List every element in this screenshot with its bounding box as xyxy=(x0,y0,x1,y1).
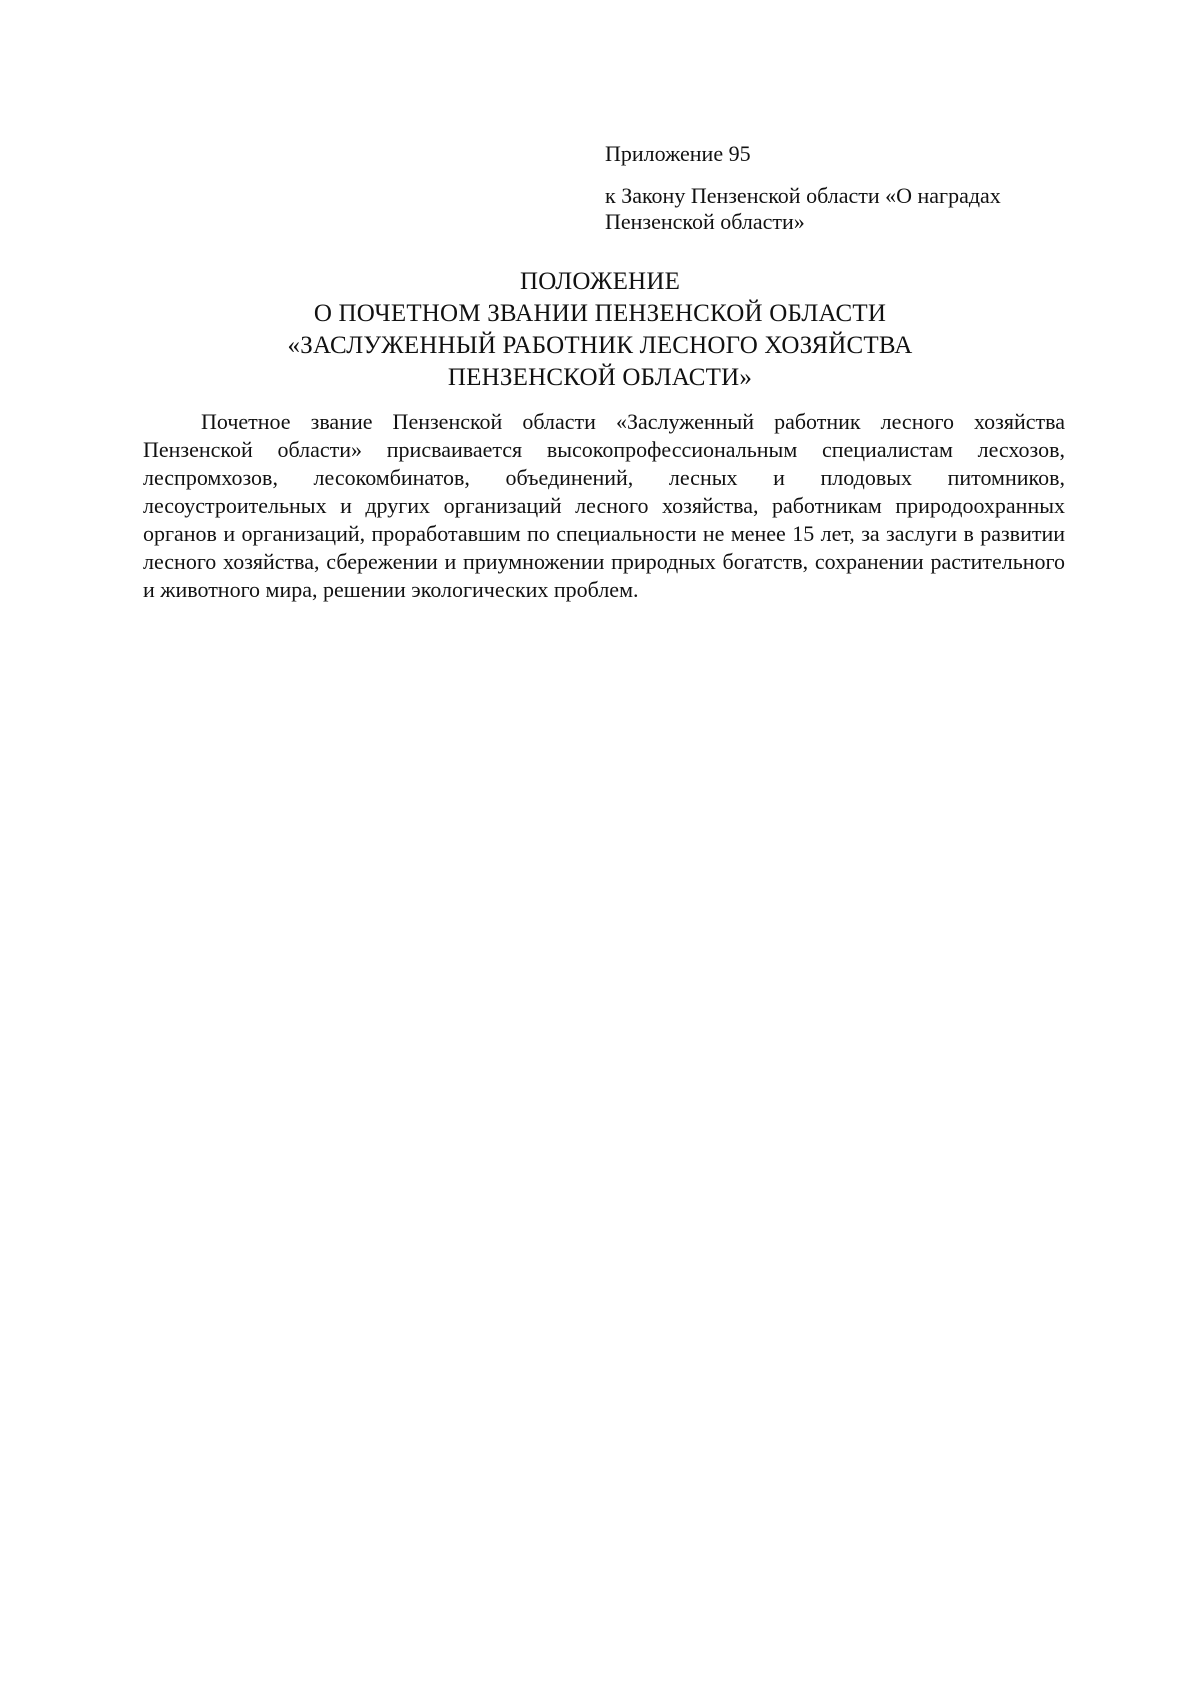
title-line-1: ПОЛОЖЕНИЕ xyxy=(519,268,681,295)
title-line-3: «ЗАСЛУЖЕННЫЙ РАБОТНИК ЛЕСНОГО ХОЗЯЙСТВА xyxy=(287,332,913,359)
document-title xyxy=(100,266,1100,394)
appendix-law-reference: к Закону Пензенской области «О наградах Пензенской области» xyxy=(605,183,1001,234)
appendix-header xyxy=(605,141,1075,235)
body-paragraph: Почетное звание Пензенской области «Заслуженный работник лесного хозяйства Пензенской области» присваивается высокопрофессиональным специалистам лесхозов, леспромхозов, лесокомбинатов, объединений, лесных и плодовых питомников, лесоустроительных и других организаций лесного хозяйства, работникам природоохранных органов и организаций, проработавшим по специальности не менее 15 лет, за заслуги в развитии лесного хозяйства, сбережении и приумножении природных богатств, сохранении растительного и животного мира, решении экологических проблем. xyxy=(143,409,1065,602)
title-line-4: ПЕНЗЕНСКОЙ ОБЛАСТИ» xyxy=(447,364,753,391)
appendix-number: Приложение 95 xyxy=(605,141,751,166)
title-line-2: О ПОЧЕТНОМ ЗВАНИИ ПЕНЗЕНСКОЙ ОБЛАСТИ xyxy=(313,300,887,327)
